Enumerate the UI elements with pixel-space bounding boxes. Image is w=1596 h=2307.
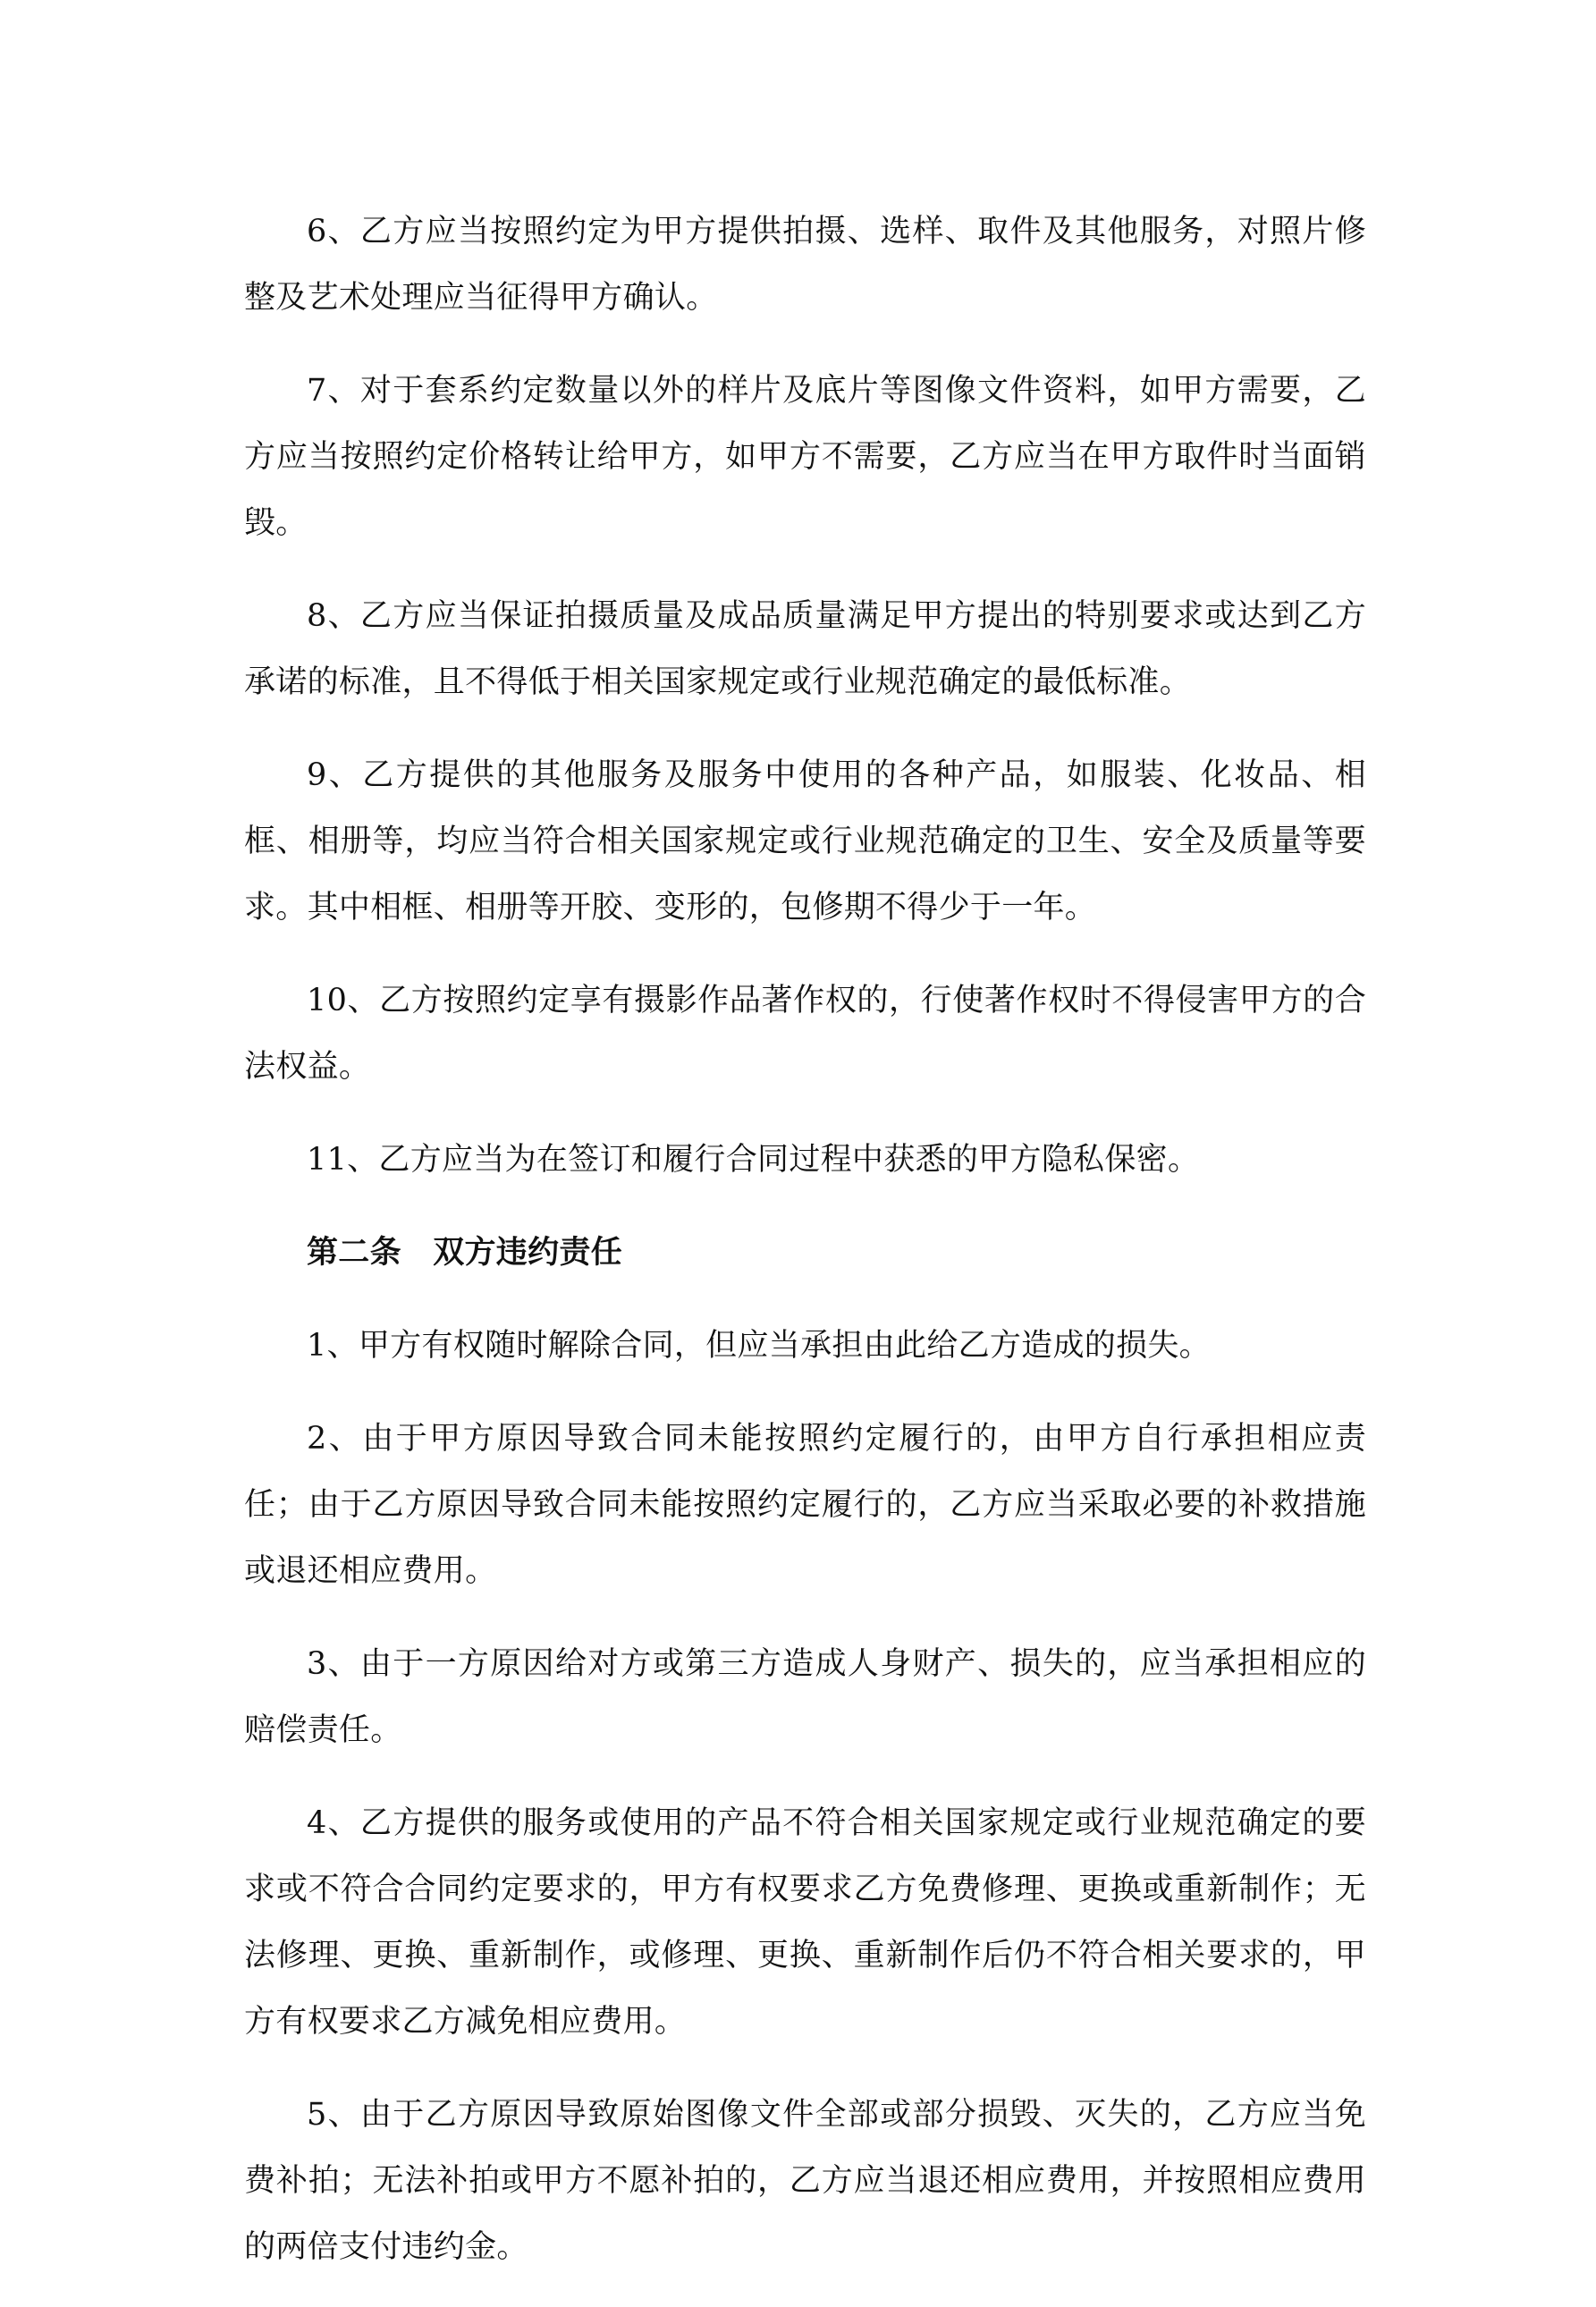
document-body	[244, 199, 1366, 2307]
clause-paragraph-10: 10、乙方按照约定享有摄影作品著作权的，行使著作权时不得侵害甲方的合法权益。	[244, 983, 1366, 1085]
section-heading: 第二条 双方违约责任	[307, 1235, 623, 1271]
clause-paragraph-6: 6、乙方应当按照约定为甲方提供拍摄、选样、取件及其他服务，对照片修整及艺术处理应当征得甲方确认。	[244, 214, 1366, 316]
liability-paragraph-5: 5、由于乙方原因导致原始图像文件全部或部分损毁、灭失的，乙方应当免费补拍；无法补拍或甲方不愿补拍的，乙方应当退还相应费用，并按照相应费用的两倍支付违约金。	[244, 2097, 1366, 2265]
clause-paragraph-11: 11、乙方应当为在签订和履行合同过程中获悉的甲方隐私保密。	[307, 1142, 1200, 1178]
clause-paragraph-9: 9、乙方提供的其他服务及服务中使用的各种产品，如服装、化妆品、相框、相册等，均应当符合相关国家规定或行业规范确定的卫生、安全及质量等要求。其中相框、相册等开胶、变形的，包修期不得少于一年。	[244, 757, 1366, 925]
clause-paragraph-7: 7、对于套系约定数量以外的样片及底片等图像文件资料，如甲方需要，乙方应当按照约定价格转让给甲方，如甲方不需要，乙方应当在甲方取件时当面销毁。	[244, 373, 1366, 541]
liability-paragraph-4: 4、乙方提供的服务或使用的产品不符合相关国家规定或行业规范确定的要求或不符合合同约定要求的，甲方有权要求乙方免费修理、更换或重新制作；无法修理、更换、重新制作，或修理、更换、重新制作后仍不符合相关要求的，甲方有权要求乙方减免相应费用。	[244, 1805, 1366, 2040]
liability-paragraph-3: 3、由于一方原因给对方或第三方造成人身财产、损失的，应当承担相应的赔偿责任。	[244, 1646, 1366, 1748]
liability-paragraph-1: 1、甲方有权随时解除合同，但应当承担由此给乙方造成的损失。	[307, 1328, 1211, 1364]
liability-paragraph-2: 2、由于甲方原因导致合同未能按照约定履行的，由甲方自行承担相应责任；由于乙方原因导致合同未能按照约定履行的，乙方应当采取必要的补救措施或退还相应费用。	[244, 1421, 1366, 1589]
clause-paragraph-8: 8、乙方应当保证拍摄质量及成品质量满足甲方提出的特别要求或达到乙方承诺的标准，且不得低于相关国家规定或行业规范确定的最低标准。	[244, 598, 1366, 700]
